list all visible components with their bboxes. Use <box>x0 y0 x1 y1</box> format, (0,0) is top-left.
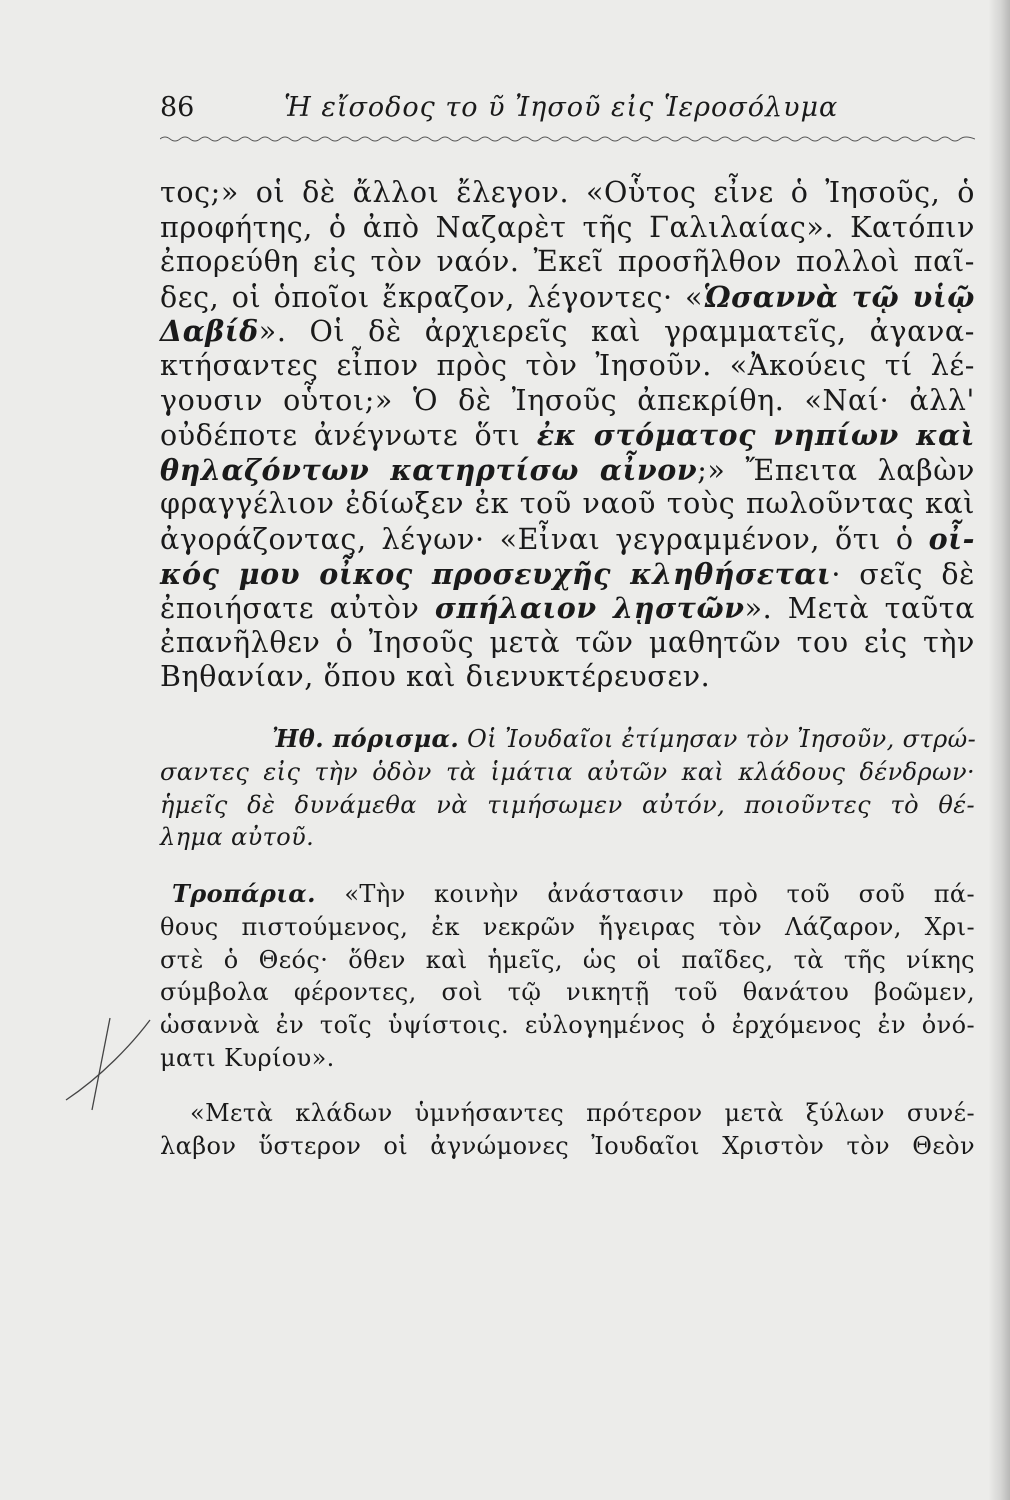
text-line: σύμβολα φέροντες, σοὶ τῷ νικητῇ τοῦ θανάτου βοῶμεν, <box>160 978 975 1007</box>
page-edge-shadow <box>988 0 1010 1500</box>
text-span: ἐποιήσατε αὐτὸν <box>160 592 435 626</box>
header-wavy-rule <box>160 134 975 144</box>
moral-section <box>160 723 975 854</box>
text-line: προφήτης, ὁ ἀπὸ Ναζαρὲτ τῆς Γαλιλαίας». Κατόπιν <box>160 210 975 244</box>
troparia-label: Τροπάρια. <box>172 879 316 909</box>
text-span: «Τὴν κοινὴν ἀνάστασιν πρὸ τοῦ σοῦ πά- <box>315 880 975 909</box>
page-header <box>160 92 960 132</box>
text-span: · σεῖς δὲ <box>831 557 975 591</box>
troparia-section <box>160 878 975 1162</box>
text-line: κτήσαντες εἶπον πρὸς τὸν Ἰησοῦν. «Ἀκούεις τί λέ- <box>160 348 975 382</box>
text-line: ἡμεῖς δὲ δυνάμεθα νὰ τιμήσωμεν αὐτόν, ποιοῦντες τὸ θέ- <box>160 790 975 819</box>
text-line: λημα αὐτοῦ. <box>160 823 315 852</box>
text-span: ». Οἱ δὲ ἀρχιερεῖς καὶ γραμματεῖς, ἀγανα- <box>258 315 975 349</box>
text-line: σαντες εἰς τὴν ὁδὸν τὰ ἱμάτια αὐτῶν καὶ κλάδους δένδρων· <box>160 757 975 786</box>
text-line <box>160 280 975 315</box>
emphasis-quote: οἶ- <box>928 521 975 556</box>
text-line: γουσιν οὗτοι;» Ὁ δὲ Ἰησοῦς ἀπεκρίθη. «Ναί· ἀλλ' <box>160 383 975 417</box>
moral-label: Ἠθ. πόρισμα. <box>272 723 460 753</box>
section-gap <box>160 1075 975 1097</box>
text-span: δες, οἱ ὁποῖοι ἔκραζον, λέγοντες· « <box>160 280 704 314</box>
emphasis-quote: σπήλαιον λῃστῶν <box>434 591 745 626</box>
pencil-mark-icon <box>62 1014 152 1114</box>
text-line <box>160 314 975 349</box>
text-span: ;» Ἔπειτα λαβὼν <box>697 453 975 487</box>
text-line: ματι Κυρίου». <box>160 1044 335 1073</box>
section-gap <box>160 854 975 878</box>
text-line <box>160 723 975 756</box>
text-line: ἐπορεύθη εἰς τὸν ναόν. Ἐκεῖ προσῆλθον πολλοὶ παῖ- <box>160 245 975 279</box>
text-line: ἐπανῆλθεν ὁ Ἰησοῦς μετὰ τῶν μαθητῶν του εἰς τὴν <box>160 625 975 659</box>
emphasis-quote: θηλαζόντων κατηρτίσω αἶνον <box>160 452 698 487</box>
hosanna-quote: Ὡσαννὰ τῷ υἱῷ <box>703 279 976 314</box>
text-span: οὐδέποτε ἀνέγνωτε ὅτι <box>160 419 537 453</box>
emphasis-quote: κός μου οἶκος προσευχῆς κληθήσεται <box>160 556 832 591</box>
text-line: τος;» οἱ δὲ ἄλλοι ἔλεγον. «Οὗτος εἶνε ὁ Ἰησοῦς, ὁ <box>160 176 975 209</box>
main-text <box>160 176 975 1162</box>
text-line <box>160 591 975 626</box>
section-gap <box>160 695 975 723</box>
text-line: θους πιστούμενος, ἐκ νεκρῶν ἤγειρας τὸν Λάζαρον, Χρι- <box>160 912 975 941</box>
text-line <box>160 557 975 592</box>
text-line <box>160 522 975 557</box>
text-line: φραγγέλιον ἐδίωξεν ἐκ τοῦ ναοῦ τοὺς πωλοῦντας καὶ <box>160 487 975 521</box>
text-span: ἀγοράζοντας, λέγων· «Εἶναι γεγραμμένον, ὅτι ὁ <box>160 522 929 556</box>
text-span: ». Μετὰ ταῦτα <box>744 592 975 626</box>
emphasis-quote: ἐκ στόματος νηπίων καὶ <box>536 418 975 453</box>
text-line: στὲ ὁ Θεός· ὅθεν καὶ ἡμεῖς, ὡς οἱ παῖδες, τὰ τῆς νίκης <box>160 945 975 974</box>
text-line: «Μετὰ κλάδων ὑμνήσαντες πρότερον μετὰ ξύλων συνέ- <box>190 1098 975 1127</box>
text-line <box>160 418 975 453</box>
text-line: λαβον ὕστερον οἱ ἀγνώμονες Ἰουδαῖοι Χριστὸν τὸν Θεὸν <box>160 1131 975 1160</box>
text-line: ὡσαννὰ ἐν τοῖς ὑψίστοις. εὐλογημένος ὁ ἐρχόμενος ἐν ὀνό- <box>160 1011 975 1040</box>
page-number: 86 <box>160 92 195 123</box>
text-line <box>160 878 975 911</box>
running-title: Ἡ εἴσοδος το ῦ Ἰησοῦ εἰς Ἱεροσόλυμα <box>284 92 839 123</box>
david-name: Δαβίδ <box>160 314 259 349</box>
text-line <box>160 453 975 488</box>
text-span: Οἱ Ἰουδαῖοι ἐτίμησαν τὸν Ἰησοῦν, στρώ- <box>459 724 977 753</box>
text-line: Βηθανίαν, ὅπου καὶ διενυκτέρευσεν. <box>160 660 711 694</box>
